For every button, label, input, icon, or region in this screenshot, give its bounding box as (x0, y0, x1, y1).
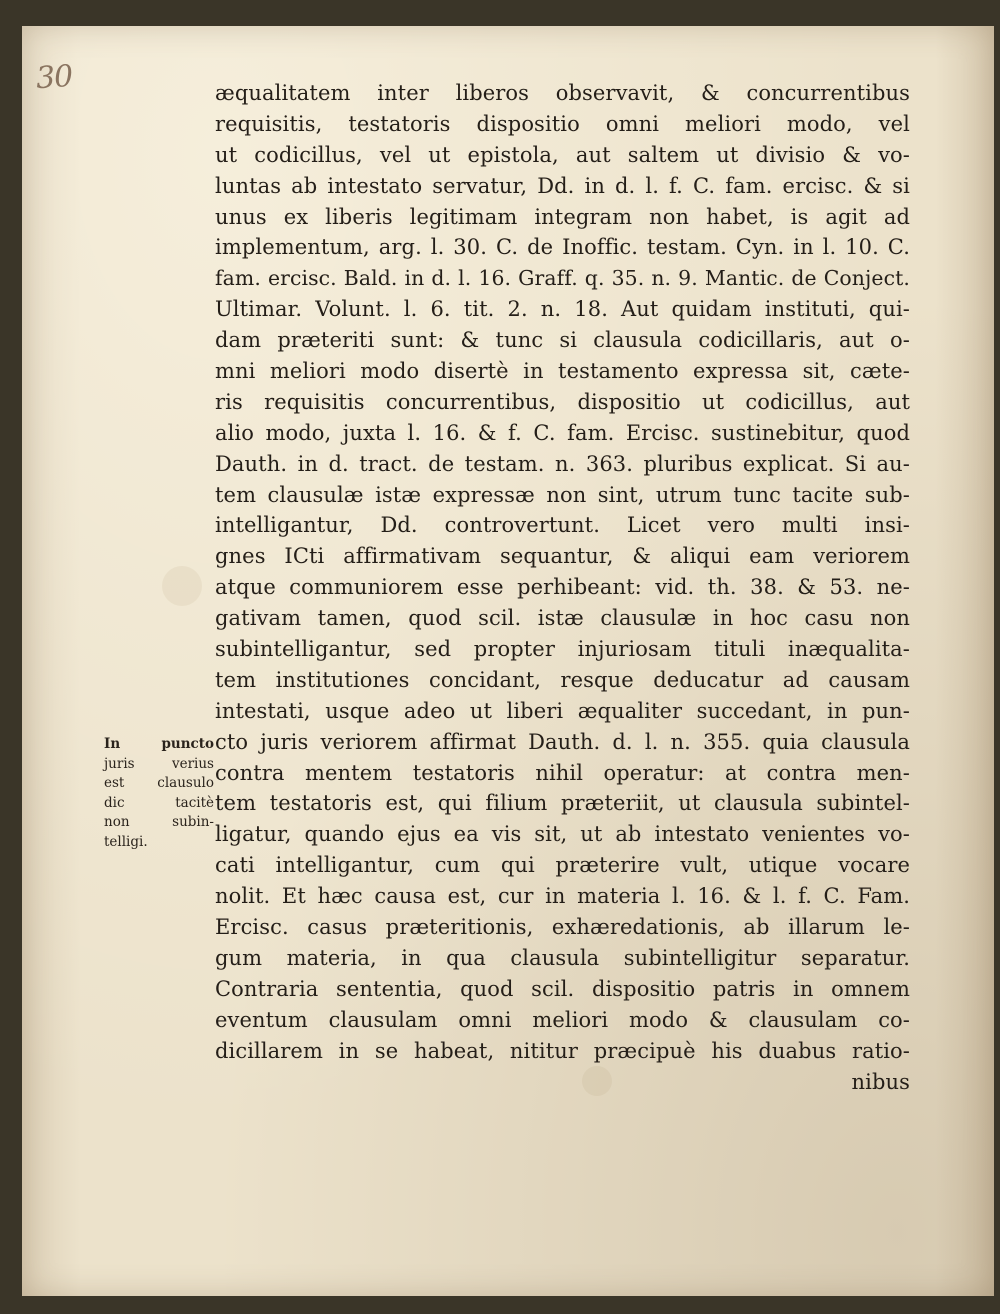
text-line: cto juris veriorem affirmat Dauth. d. l. n. 355. quia clausula (215, 729, 910, 754)
text-line: unus ex liberis legitimam integram non habet, is agit ad (215, 204, 910, 229)
text-line: implementum, arg. l. 30. C. de Inoffic. testam. Cyn. in l. 10. C. (215, 235, 910, 260)
marginal-note-line: dic tacitè (104, 794, 214, 811)
text-line: dicillarem in se habeat, nititur præcipuè his duabus ratio- (215, 1038, 910, 1063)
marginal-note-line: est clausulo (104, 775, 214, 792)
text-line: tem institutiones concidant, resque deducatur ad causam (215, 667, 910, 692)
marginal-note-line: juris verius (104, 755, 214, 772)
text-line: Dauth. in d. tract. de testam. n. 363. pluribus explicat. Si au- (215, 451, 910, 476)
text-line: gnes ICti affirmativam sequantur, & aliqui eam veriorem (215, 544, 910, 569)
catchword: nibus (851, 1069, 910, 1094)
text-line: æqualitatem inter liberos observavit, & concurrentibus (215, 81, 910, 105)
marginal-note-line: In puncto (104, 736, 214, 752)
text-line: nolit. Et hæc causa est, cur in materia l. 16. & l. f. C. Fam. (215, 884, 910, 909)
text-line: cati intelligantur, cum qui præterire vult, utique vocare (215, 853, 910, 878)
text-line: tem testatoris est, qui filium præteriit, ut clausula subintel- (215, 791, 910, 816)
text-line: mni meliori modo disertè in testamento expressa sit, cæte- (215, 359, 910, 384)
text-line: Ultimar. Volunt. l. 6. tit. 2. n. 18. Aut quidam instituti, qui- (215, 297, 910, 322)
text-line: ut codicillus, vel ut epistola, aut saltem ut divisio & vo- (215, 142, 910, 167)
text-line: atque communiorem esse perhibeant: vid. th. 38. & 53. ne- (215, 575, 910, 600)
marginal-note (104, 735, 214, 853)
text-line: Contraria sententia, quod scil. dispositio patris in omnem (215, 976, 910, 1001)
text-line: intelligantur, Dd. controvertunt. Licet vero multi insi- (215, 513, 910, 538)
text-line: gativam tamen, quod scil. istæ clausulæ in hoc casu non (215, 606, 910, 631)
page-number: 30 (34, 58, 74, 97)
text-line: alio modo, juxta l. 16. & f. C. fam. Ercisc. sustinebitur, quod (215, 420, 910, 445)
text-line: tem clausulæ istæ expressæ non sint, utrum tunc tacite sub- (215, 482, 910, 507)
text-line: ris requisitis concurrentibus, dispositio ut codicillus, aut (215, 389, 910, 414)
text-line: gum materia, in qua clausula subintelligitur separatur. (215, 945, 910, 970)
text-line: contra mentem testatoris nihil operatur: at contra men- (215, 760, 910, 785)
text-line: eventum clausulam omni meliori modo & clausulam co- (215, 1007, 910, 1032)
text-line: Ercisc. casus præteritionis, exhæredationis, ab illarum le- (215, 915, 910, 940)
text-line: fam. ercisc. Bald. in d. l. 16. Graff. q. 35. n. 9. Mantic. de Conject. (215, 266, 910, 291)
text-line: luntas ab intestato servatur, Dd. in d. l. f. C. fam. ercisc. & si (215, 173, 910, 198)
main-text-block (215, 78, 910, 1097)
text-line: intestati, usque adeo ut liberi æqualiter succedant, in pun- (215, 698, 910, 723)
text-line: ligatur, quando ejus ea vis sit, ut ab intestato venientes vo- (215, 822, 910, 847)
text-line: subintelligantur, sed propter injuriosam tituli inæqualita- (215, 637, 910, 662)
text-line: requisitis, testatoris dispositio omni meliori modo, vel (215, 111, 910, 136)
marginal-note-line: non subin- (104, 814, 214, 831)
text-line: dam præteriti sunt: & tunc si clausula codicillaris, aut o- (215, 328, 910, 353)
marginal-note-line: telligi. (104, 833, 148, 850)
paper-stain (162, 566, 202, 606)
